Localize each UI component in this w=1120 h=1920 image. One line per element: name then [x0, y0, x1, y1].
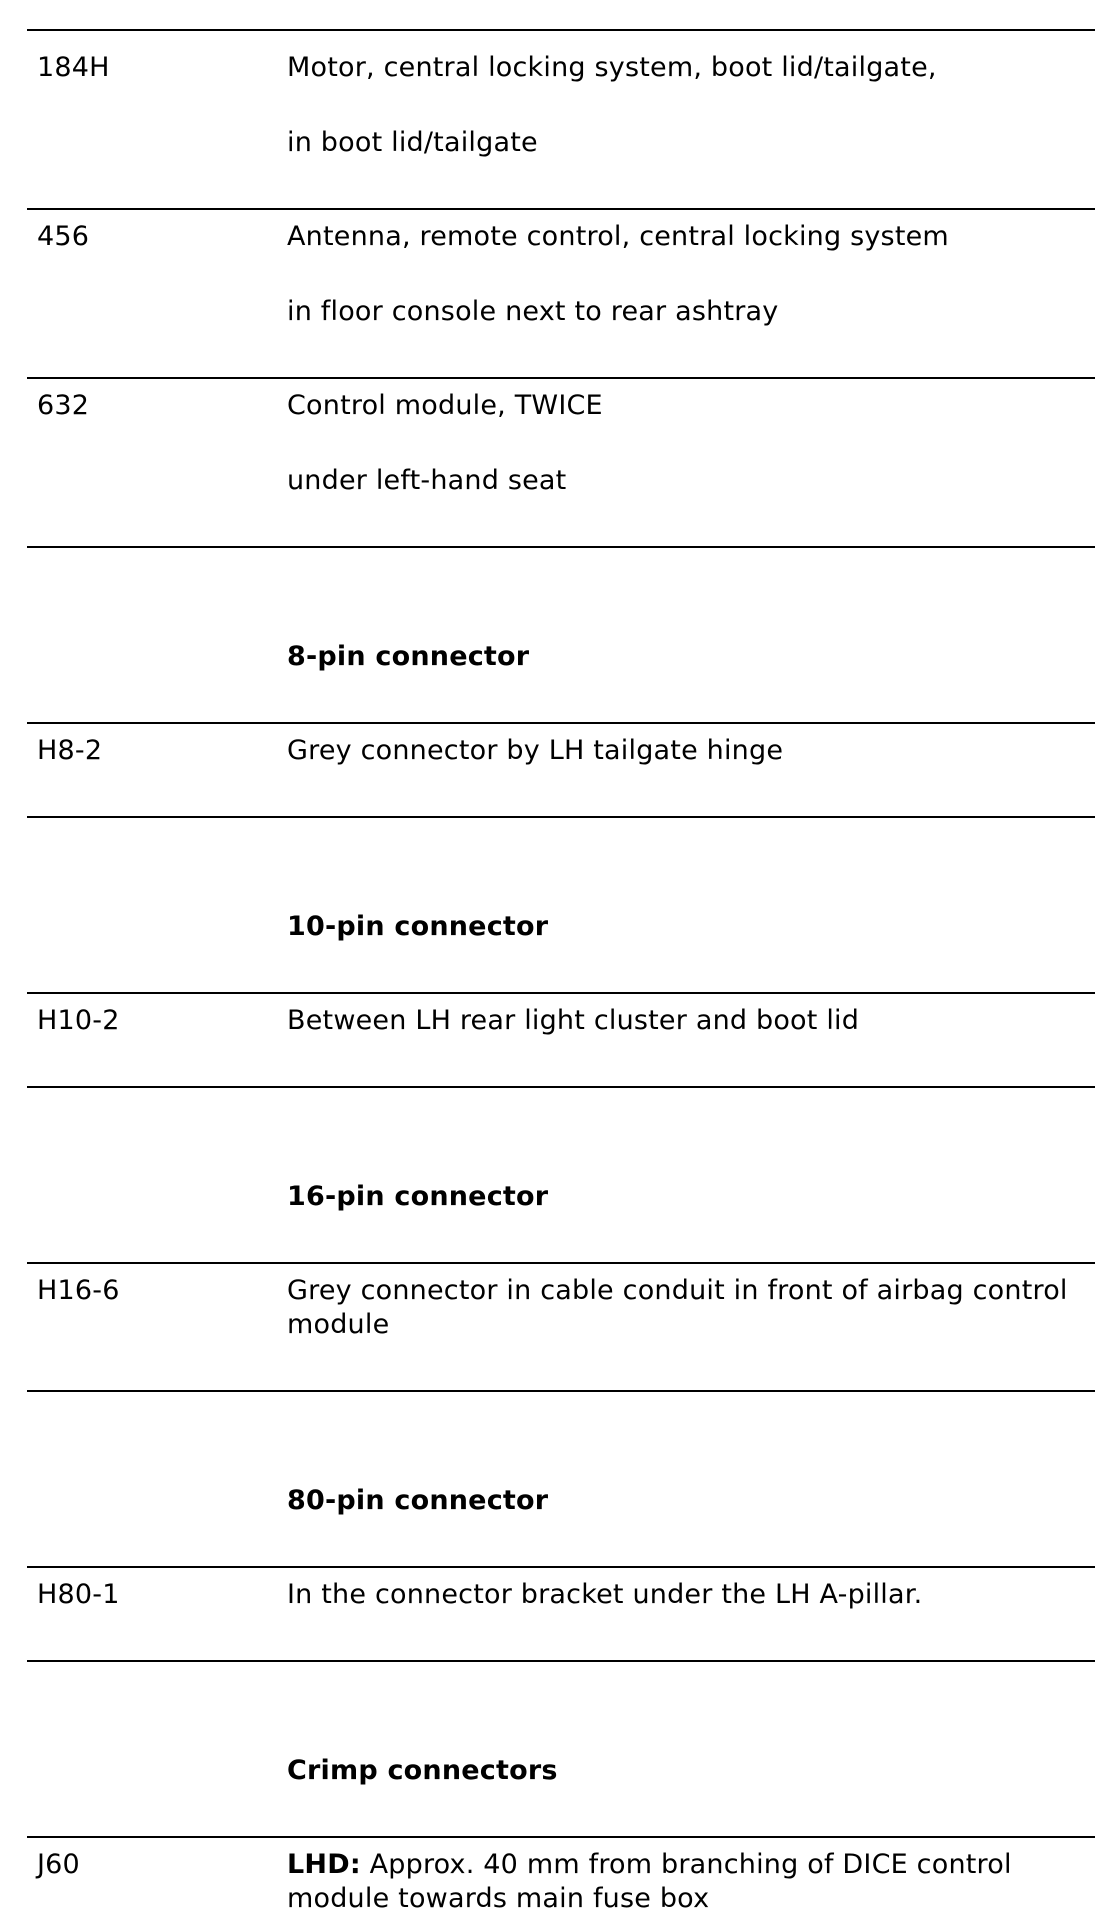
connector-code: H10-2	[37, 1005, 120, 1036]
component-location: under left-hand seat	[287, 465, 567, 496]
connector-location: Grey connector by LH tailgate hinge	[287, 735, 784, 766]
divider-line	[27, 722, 1095, 724]
divider-line	[27, 1262, 1095, 1264]
divider-line	[27, 816, 1095, 818]
connector-location: Between LH rear light cluster and boot lid	[287, 1005, 860, 1036]
lhd-label: LHD:	[287, 1849, 361, 1880]
divider-line	[27, 377, 1095, 379]
divider-line	[27, 1390, 1095, 1392]
connector-location	[287, 1848, 1077, 1916]
connector-location: Grey connector in cable conduit in front of airbag control module	[287, 1275, 1068, 1340]
connector-location: In the connector bracket under the LH A-pillar.	[287, 1579, 923, 1610]
component-code: 456	[37, 221, 90, 252]
divider-line	[27, 208, 1095, 210]
divider-line	[27, 29, 1095, 31]
component-description: Antenna, remote control, central locking system	[287, 221, 949, 252]
divider-line	[27, 1086, 1095, 1088]
component-code: 632	[37, 390, 90, 421]
section-heading: 10-pin connector	[287, 911, 549, 942]
component-location: in boot lid/tailgate	[287, 127, 538, 158]
section-heading: Crimp connectors	[287, 1755, 558, 1786]
connector-code: H80-1	[37, 1579, 120, 1610]
connector-code: J60	[37, 1849, 80, 1880]
lhd-text: Approx. 40 mm from branching of DICE control module towards main fuse box	[287, 1849, 1012, 1914]
divider-line	[27, 546, 1095, 548]
component-description: Motor, central locking system, boot lid/tailgate,	[287, 52, 937, 83]
divider-line	[27, 992, 1095, 994]
component-description: Control module, TWICE	[287, 390, 603, 421]
divider-line	[27, 1836, 1095, 1838]
connector-code: H8-2	[37, 735, 103, 766]
divider-line	[27, 1660, 1095, 1662]
component-location: in floor console next to rear ashtray	[287, 296, 779, 327]
component-code: 184H	[37, 52, 110, 83]
connector-code: H16-6	[37, 1275, 120, 1306]
section-heading: 8-pin connector	[287, 641, 530, 672]
divider-line	[27, 1566, 1095, 1568]
section-heading: 16-pin connector	[287, 1181, 549, 1212]
section-heading: 80-pin connector	[287, 1485, 549, 1516]
